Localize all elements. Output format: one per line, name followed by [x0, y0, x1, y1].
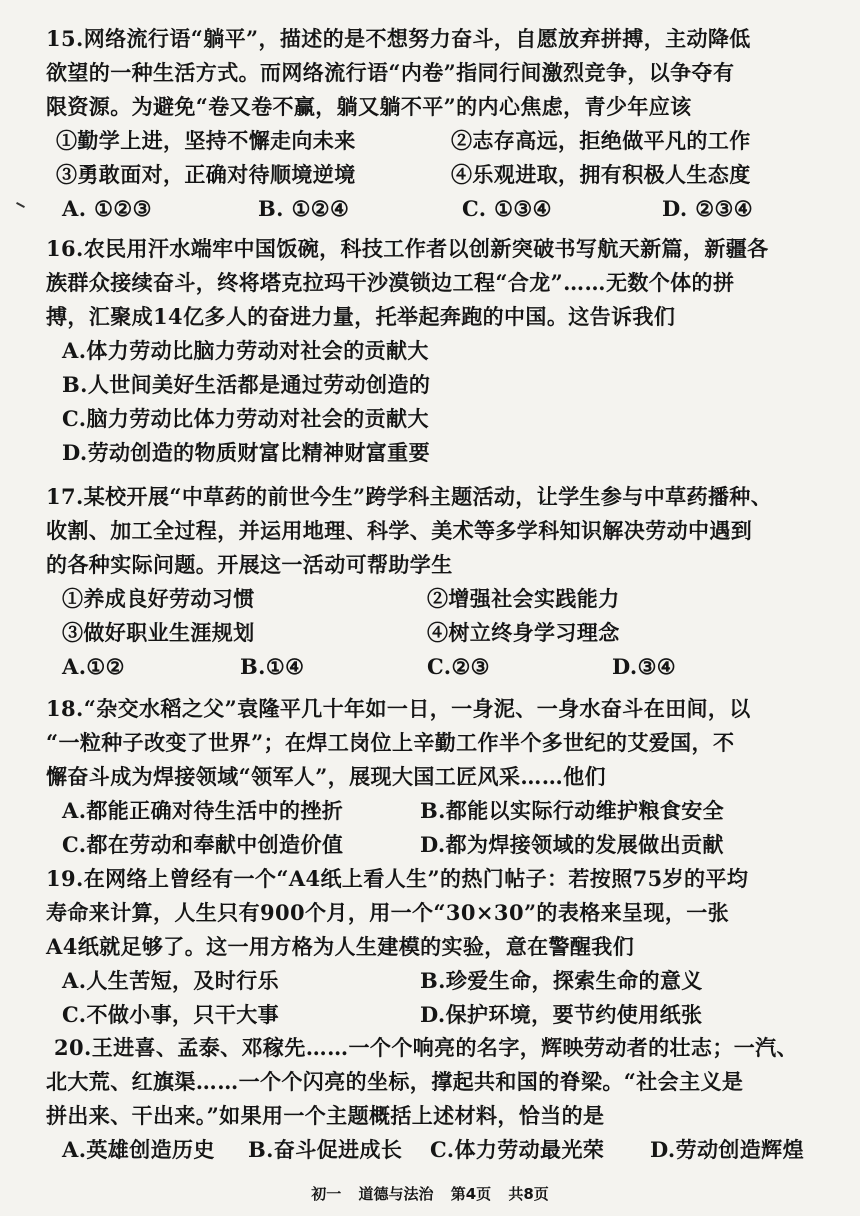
question-stem-line: 18.“杂交水稻之父”袁隆平几十年如一日，一身泥、一身水奋斗在田间，以	[46, 696, 751, 721]
option-a: A.人生苦短，及时行乐	[62, 968, 280, 993]
option-row	[46, 192, 836, 226]
question-stem-line: 20.王进喜、孟泰、邓稼先……一个个响亮的名字，辉映劳动者的壮志；一汽、	[54, 1035, 798, 1060]
option-d: D.③④	[612, 654, 677, 679]
option-c: C.脑力劳动比体力劳动对社会的贡献大	[62, 406, 429, 431]
question-stem-line: 16.农民用汗水端牢中国饭碗，科技工作者以创新突破书写航天新篇，新疆各	[46, 236, 769, 261]
option-c: C.都在劳动和奉献中创造价值	[62, 832, 344, 857]
statement-row	[46, 582, 836, 616]
option-d: D.都为焊接领域的发展做出贡献	[420, 832, 724, 857]
footer-grade: 初一	[311, 1185, 342, 1203]
statement: ②志存高远，拒绝做平凡的工作	[451, 128, 751, 153]
option-row	[46, 828, 836, 862]
statement-row	[46, 124, 836, 158]
option-row	[46, 964, 836, 998]
option-d: D. ②③④	[662, 196, 753, 221]
statement: ①养成良好劳动习惯	[62, 586, 255, 611]
scan-mark	[16, 202, 25, 208]
statement: ②增强社会实践能力	[427, 586, 620, 611]
option-row	[46, 998, 836, 1032]
statement: ③做好职业生涯规划	[62, 620, 255, 645]
question-stem-line: 寿命来计算，人生只有900个月，用一个“30×30”的表格来呈现，一张	[46, 900, 730, 925]
option-c: C. ①③④	[462, 196, 552, 221]
option-a: A.①②	[62, 654, 125, 679]
statement: ③勇敢面对，正确对待顺境逆境	[56, 162, 356, 187]
question-stem-line: 19.在网络上曾经有一个“A4纸上看人生”的热门帖子：若按照75岁的平均	[46, 866, 749, 891]
question-stem-line: A4纸就足够了。这一用方格为人生建模的实验，意在警醒我们	[46, 934, 635, 959]
question-stem-line: 限资源。为避免“卷又卷不赢，躺又躺不平”的内心焦虑，青少年应该	[46, 94, 692, 119]
option-b: B.①④	[240, 654, 305, 679]
question-16	[46, 232, 836, 470]
question-15	[46, 22, 836, 226]
question-stem-line: 拼出来、干出来。”如果用一个主题概括上述材料，恰当的是	[46, 1103, 605, 1128]
option-d: D.劳动创造的物质财富比精神财富重要	[62, 440, 430, 465]
option-row	[46, 650, 836, 684]
option-d: D.保护环境，要节约使用纸张	[420, 1002, 703, 1027]
footer-subject: 道德与法治	[358, 1185, 434, 1203]
statement: ①勤学上进，坚持不懈走向未来	[56, 128, 356, 153]
footer-page-number: 第4页	[450, 1185, 492, 1203]
question-stem-line: 的各种实际问题。开展这一活动可帮助学生	[46, 552, 453, 577]
option-b: B. ①②④	[258, 196, 350, 221]
question-stem-line: 欲望的一种生活方式。而网络流行语“内卷”指同行间激烈竞争，以争夺有	[46, 60, 735, 85]
option-a: A.体力劳动比脑力劳动对社会的贡献大	[62, 338, 429, 363]
option-c: C.②③	[427, 654, 490, 679]
question-stem-line: “一粒种子改变了世界”；在焊工岗位上辛勤工作半个多世纪的艾爱国，不	[46, 730, 735, 755]
option-c: C.不做小事，只干大事	[62, 1002, 280, 1027]
statement: ④乐观进取，拥有积极人生态度	[451, 162, 751, 187]
question-20	[46, 1031, 836, 1167]
question-stem-line: 收割、加工全过程，并运用地理、科学、美术等多学科知识解决劳动中遇到	[46, 518, 753, 543]
option-b: B.珍爱生命，探索生命的意义	[420, 968, 703, 993]
option-row	[46, 794, 836, 828]
option-b: B.人世间美好生活都是通过劳动创造的	[62, 372, 431, 397]
question-18	[46, 692, 836, 862]
question-stem-line: 搏，汇聚成14亿多人的奋进力量，托举起奔跑的中国。这告诉我们	[46, 304, 676, 329]
question-17	[46, 480, 836, 684]
option-a: A.英雄创造历史	[62, 1137, 215, 1162]
question-stem-line: 17.某校开展“中草药的前世今生”跨学科主题活动，让学生参与中草药播种、	[46, 484, 773, 509]
footer-page-total: 共8页	[508, 1185, 549, 1203]
statement-row	[46, 158, 836, 192]
question-stem-line: 族群众接续奋斗，终将塔克拉玛干沙漠锁边工程“合龙”……无数个体的拼	[46, 270, 735, 295]
option-b: B.奋斗促进成长	[248, 1137, 403, 1162]
statement: ④树立终身学习理念	[427, 620, 620, 645]
question-stem-line: 北大荒、红旗渠……一个个闪亮的坐标，撑起共和国的脊梁。“社会主义是	[46, 1069, 744, 1094]
question-stem-line: 懈奋斗成为焊接领域“领军人”，展现大国工匠风采……他们	[46, 764, 606, 789]
option-a: A. ①②③	[62, 196, 152, 221]
question-stem-line: 15.网络流行语“躺平”，描述的是不想努力奋斗，自愿放弃拼搏，主动降低	[46, 26, 751, 51]
page-footer	[0, 1183, 860, 1204]
question-19	[46, 862, 836, 1032]
option-c: C.体力劳动最光荣	[430, 1137, 605, 1162]
option-a: A.都能正确对待生活中的挫折	[62, 798, 344, 823]
statement-row	[46, 616, 836, 650]
option-b: B.都能以实际行动维护粮食安全	[420, 798, 725, 823]
option-d: D.劳动创造辉煌	[650, 1137, 804, 1162]
option-row	[46, 1133, 836, 1167]
